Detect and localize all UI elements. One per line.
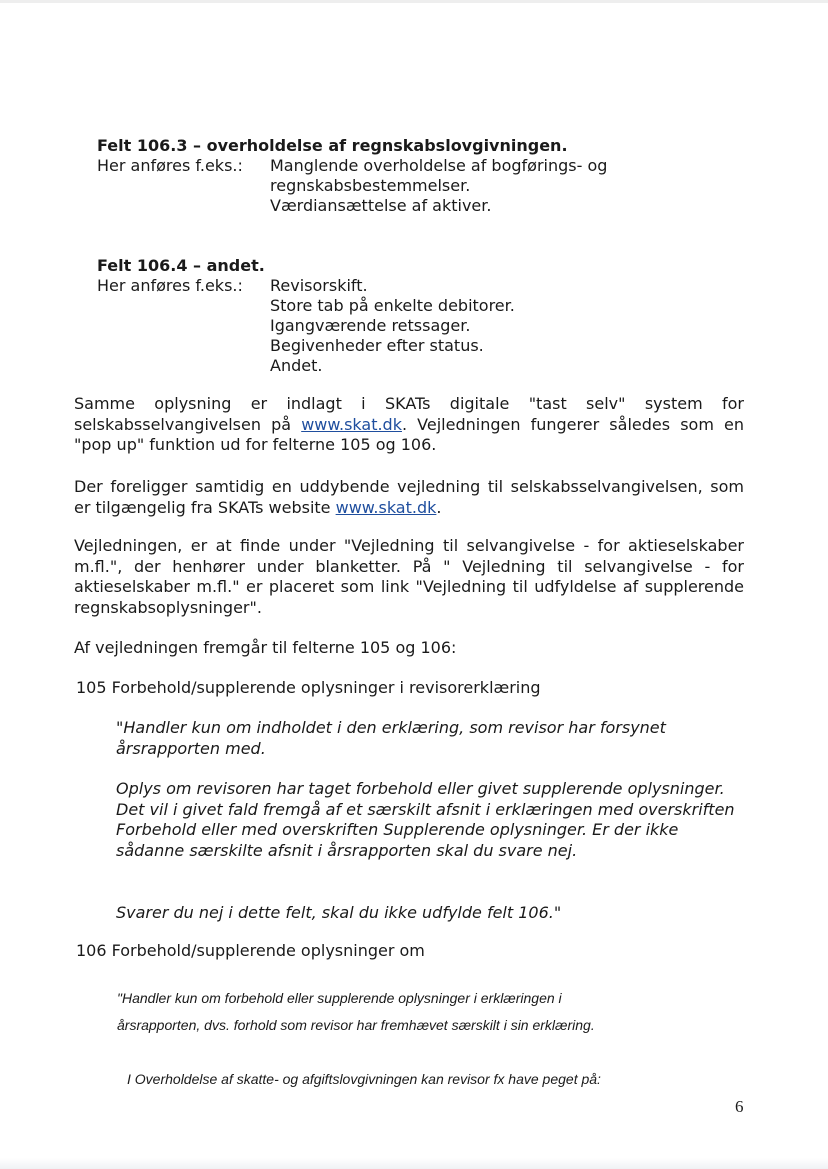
felt-106-4-line: Store tab på enkelte debitorer.: [270, 296, 515, 315]
section-106-quote-line: årsrapporten, dvs. forhold som revisor har fremhævet særskilt i sin erklæring.: [117, 1017, 595, 1033]
paragraph-text: .: [436, 497, 442, 517]
paragraph-tast-selv: [74, 394, 744, 456]
section-106-quote-line: I Overholdelse af skatte- og afgiftslovgivningen kan revisor fx have peget på:: [127, 1071, 601, 1087]
section-105-quote: Oplys om revisoren har taget forbehold eller givet supplerende oplysninger. Det vil i givet fald fremgå af et særskilt afsnit i erklæringen med overskriften Forbehold eller med overskriften Supplerende oplysninger. Er der ikke sådanne særskilte afsnit i årsrapporten skal du svare nej.: [116, 779, 735, 860]
felt-106-4-line: Andet.: [270, 356, 323, 375]
paragraph-text: . Vejledningen fungerer således som en "pop up" funktion ud for felterne 105 og 106.: [74, 414, 745, 454]
section-105-quote: "Handler kun om indholdet i den erklæring, som revisor har forsynet årsrapporten med.: [116, 718, 666, 758]
paragraph-text: Der foreligger samtidig en uddybende vejledning til selskabsselvangivelsen, som er tilgængelig fra SKATs website: [74, 477, 744, 517]
felt-106-4-heading: Felt 106.4 – andet.: [97, 256, 265, 275]
section-105-quote: Svarer du nej i dette felt, skal du ikke udfylde felt 106.": [116, 903, 562, 922]
paragraph-fremgar: Af vejledningen fremgår til felterne 105 og 106:: [74, 638, 457, 657]
felt-106-4-label: Her anføres f.eks.:: [97, 276, 243, 295]
paragraph-link-info: Vejledningen, er at finde under "Vejledning til selvangivelse - for aktieselskaber m.fl.", der henhører under blanketter. På " Vejledning til selvangivelse - for aktieselskaber m.fl." er placeret som link "Vejledning til udfyldelse af supplerende regnskabsoplysninger".: [74, 536, 744, 617]
felt-106-4-line: Revisorskift.: [270, 276, 368, 295]
felt-106-3-line: Værdiansættelse af aktiver.: [270, 196, 492, 215]
skat-link[interactable]: www.skat.dk: [335, 497, 437, 517]
felt-106-3-heading: Felt 106.3 – overholdelse af regnskabslovgivningen.: [97, 136, 568, 155]
paragraph-text: Samme oplysning er indlagt i SKATs digitale "tast selv" system for selskabsselvangivelsen på: [74, 394, 744, 434]
skat-link[interactable]: www.skat.dk: [301, 414, 402, 434]
section-106-heading: 106 Forbehold/supplerende oplysninger om: [76, 941, 425, 960]
felt-106-4-line: Igangværende retssager.: [270, 316, 471, 335]
felt-106-3-line: regnskabsbestemmelser.: [270, 176, 471, 195]
page-number: 6: [735, 1097, 744, 1116]
scan-edge-bottom: [0, 1158, 828, 1169]
section-105-heading: 105 Forbehold/supplerende oplysninger i revisorerklæring: [76, 678, 541, 697]
felt-106-3-label: Her anføres f.eks.:: [97, 156, 243, 175]
felt-106-3-line: Manglende overholdelse af bogførings- og: [270, 156, 608, 175]
section-106-quote-line: "Handler kun om forbehold eller supplerende oplysninger i erklæringen i: [117, 990, 562, 1006]
felt-106-4-line: Begivenheder efter status.: [270, 336, 484, 355]
scan-edge-top: [0, 0, 828, 3]
paragraph-vejledning: [74, 477, 744, 518]
